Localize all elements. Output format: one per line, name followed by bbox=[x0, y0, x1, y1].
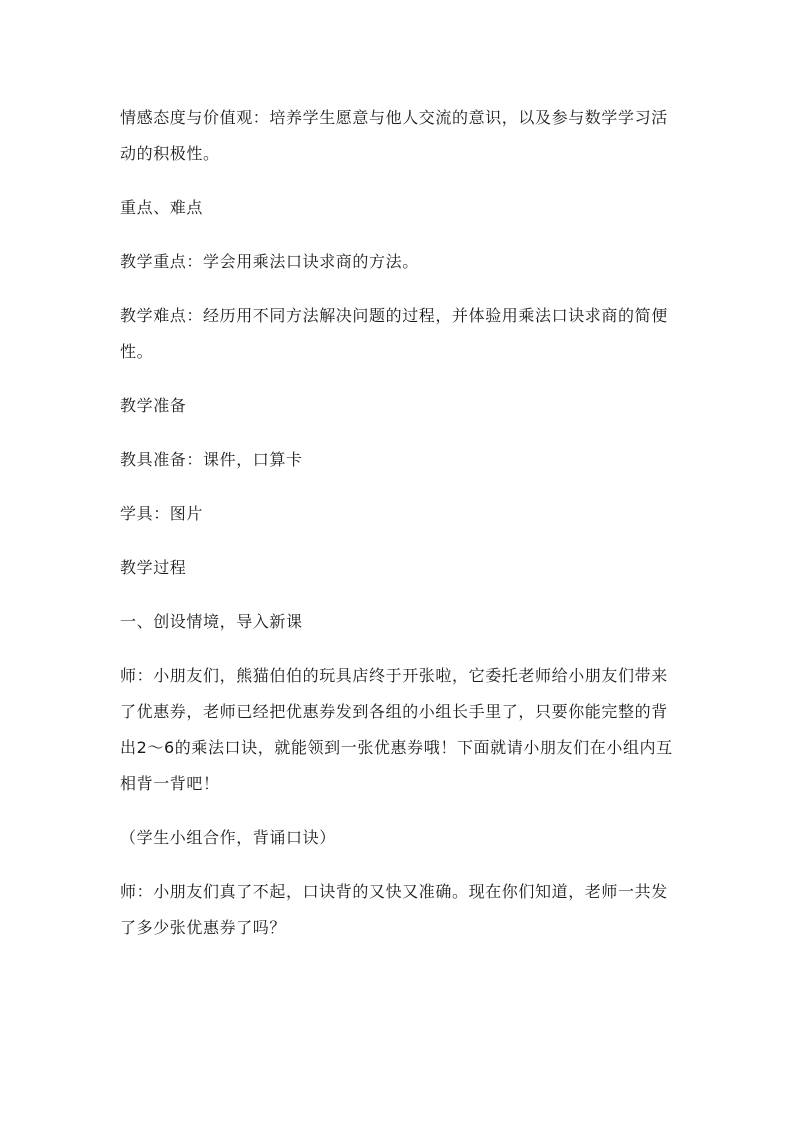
paragraph-teaching-aids: 教具准备：课件，口算卡 bbox=[120, 450, 303, 469]
paragraph-teacher-question: 师：小朋友们真了不起，口诀背的又快又准确。现在你们知道，老师一共发了多少张优惠券了吗？ bbox=[120, 882, 668, 937]
paragraph-learning-aids: 学具：图片 bbox=[120, 504, 204, 523]
paragraph-teacher-intro: 师：小朋友们，熊猫伯伯的玩具店终于开张啦，它委托老师给小朋友们带来了优惠券，老师已经把优惠券发到各组的小组长手里了，只要你能完整的背出2～6的乘法口诀，就能领到一张优惠券哦！下面就请小朋友们在小组内互相背一背吧！ bbox=[120, 666, 673, 793]
document-body bbox=[120, 100, 680, 946]
heading-section-one: 一、创设情境，导入新课 bbox=[120, 612, 303, 631]
paragraph-teaching-focus: 教学重点：学会用乘法口诀求商的方法。 bbox=[120, 252, 419, 271]
heading-key-points: 重点、难点 bbox=[120, 198, 204, 217]
paragraph-student-activity: （学生小组合作，背诵口诀） bbox=[120, 828, 336, 847]
heading-teaching-process: 教学过程 bbox=[120, 558, 187, 577]
paragraph-teaching-difficulty: 教学难点：经历用不同方法解决问题的过程，并体验用乘法口诀求商的简便性。 bbox=[120, 306, 668, 361]
paragraph-affective-goals: 情感态度与价值观：培养学生愿意与他人交流的意识，以及参与数学学习活动的积极性。 bbox=[120, 108, 668, 163]
heading-preparation: 教学准备 bbox=[120, 396, 187, 415]
